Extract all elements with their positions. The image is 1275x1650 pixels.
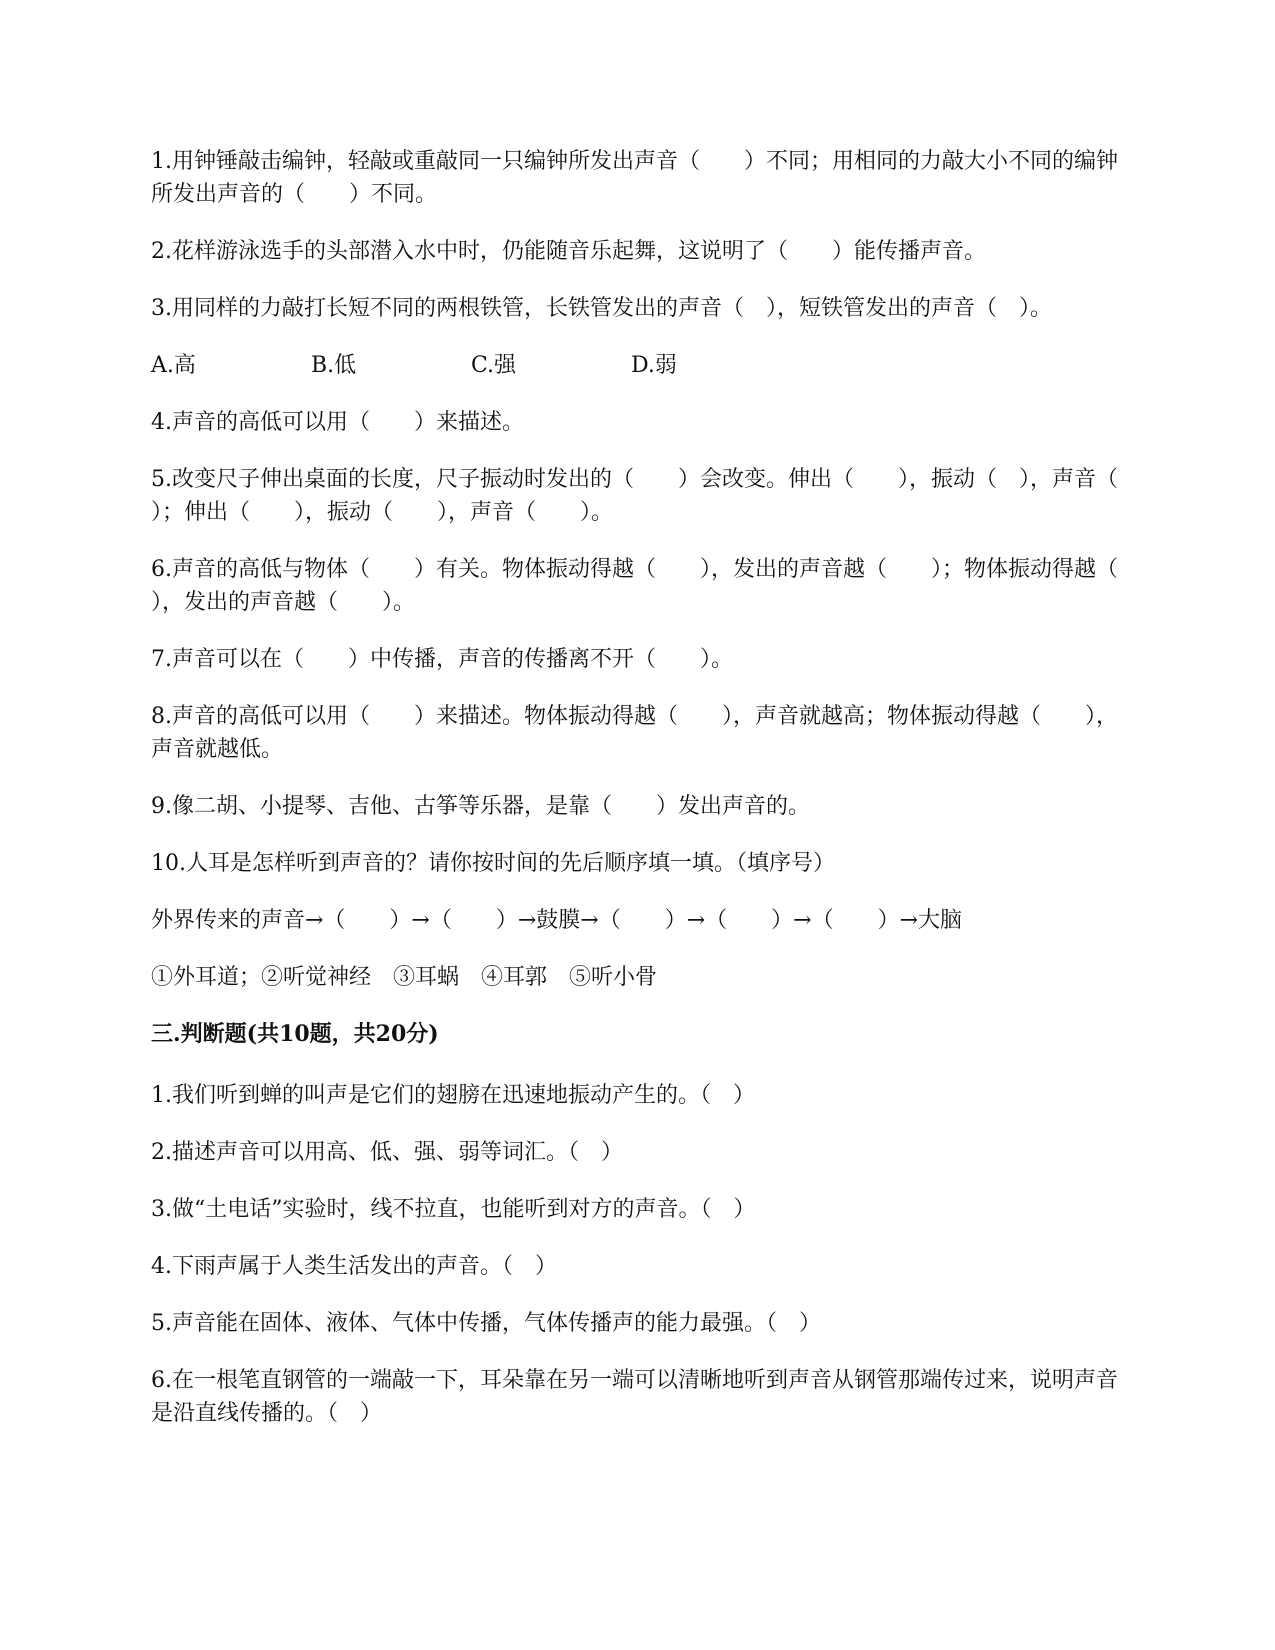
question-4: 4.声音的高低可以用（ ）来描述。 <box>151 410 524 435</box>
worksheet-page <box>151 145 1163 1454</box>
judge-question-6: 6.在一根笔直钢管的一端敲一下，耳朵靠在另一端可以清晰地听到声音从钢管那端传过来，说明声音是沿直线传播的。（ ） <box>151 1368 1118 1426</box>
option-d: D.弱 <box>631 353 677 378</box>
question-2: 2.花样游泳选手的头部潜入水中时，仍能随音乐起舞，这说明了（ ）能传播声音。 <box>151 239 986 264</box>
option-c: C.强 <box>471 353 517 378</box>
question-3: 3.用同样的力敲打长短不同的两根铁管，长铁管发出的声音（ ），短铁管发出的声音（ ）。 <box>151 296 1052 321</box>
judge-question-4: 4.下雨声属于人类生活发出的声音。（ ） <box>151 1254 557 1279</box>
judge-question-5: 5.声音能在固体、液体、气体中传播，气体传播声的能力最强。（ ） <box>151 1311 821 1336</box>
question-5: 5.改变尺子伸出桌面的长度，尺子振动时发出的（ ）会改变。伸出（ ），振动（ ），声音（ ）；伸出（ ），振动（ ），声音（ ）。 <box>151 467 1163 525</box>
question-1: 1.用钟锤敲击编钟，轻敲或重敲同一只编钟所发出声音（ ）不同；用相同的力敲大小不同的编钟所发出声音的（ ）不同。 <box>151 149 1118 207</box>
question-6: 6.声音的高低与物体（ ）有关。物体振动得越（ ），发出的声音越（ ）；物体振动得越（ ），发出的声音越（ ）。 <box>151 557 1163 615</box>
question-8: 8.声音的高低可以用（ ）来描述。物体振动得越（ ），声音就越高；物体振动得越（ ），声音就越低。 <box>151 704 1118 762</box>
option-a: A.高 <box>151 353 196 378</box>
judge-question-2: 2.描述声音可以用高、低、强、弱等词汇。（ ） <box>151 1140 623 1165</box>
question-7: 7.声音可以在（ ）中传播，声音的传播离不开（ ）。 <box>151 647 733 672</box>
section-heading-judge: 三.判断题(共10题，共20分) <box>151 1021 439 1047</box>
judge-question-1: 1.我们听到蝉的叫声是它们的翅膀在迅速地振动产生的。（ ） <box>151 1083 755 1108</box>
question-10: 10.人耳是怎样听到声音的？请你按时间的先后顺序填一填。（填序号） <box>151 851 835 876</box>
q3-options <box>151 349 1126 382</box>
option-b: B.低 <box>311 353 357 378</box>
ear-parts-legend: ①外耳道；②听觉神经 ③耳蜗 ④耳郭 ⑤听小骨 <box>151 965 658 990</box>
ear-sequence: 外界传来的声音→（ ）→（ ）→鼓膜→（ ）→（ ）→（ ）→大脑 <box>151 908 963 933</box>
question-9: 9.像二胡、小提琴、吉他、古筝等乐器，是靠（ ）发出声音的。 <box>151 794 810 819</box>
judge-question-3: 3.做“土电话”实验时，线不拉直，也能听到对方的声音。（ ） <box>151 1197 756 1222</box>
